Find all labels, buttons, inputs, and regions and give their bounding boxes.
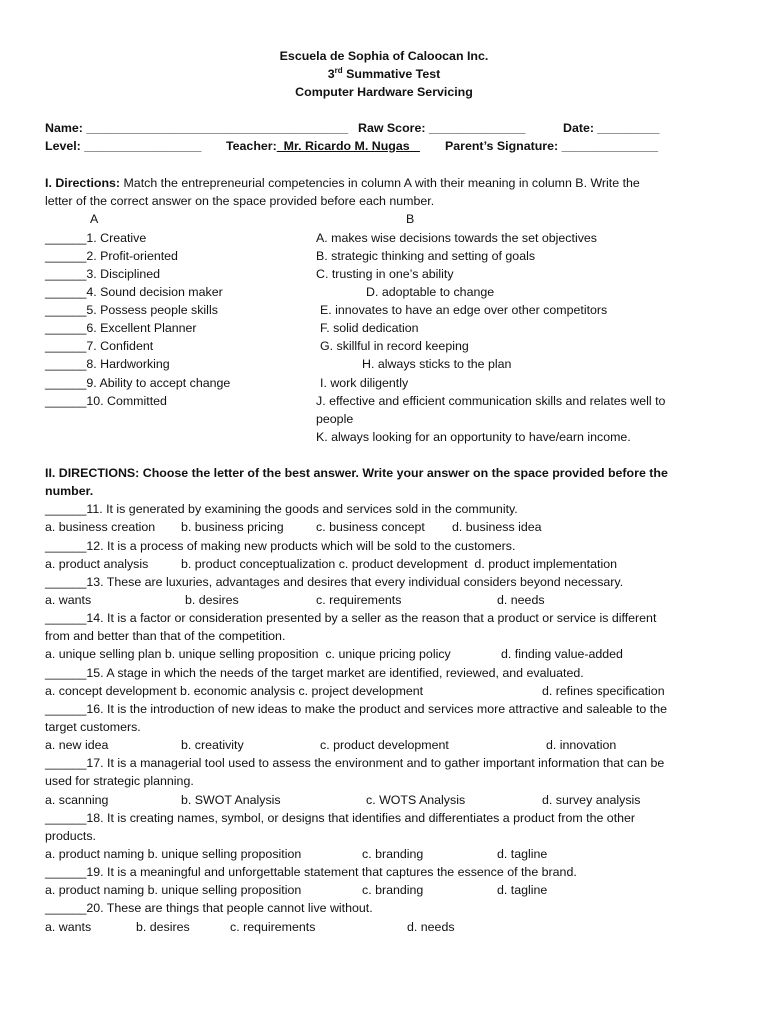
- match-item-b: H. always sticks to the plan: [362, 357, 512, 371]
- question-stem-continued: used for strategic planning.: [45, 774, 194, 788]
- teacher-name: Mr. Ricardo M. Nugas: [276, 139, 420, 153]
- answer-choice: c. requirements: [230, 920, 316, 934]
- match-item-b: C. trusting in one’s ability: [316, 267, 454, 281]
- level-field[interactable]: Level: _________________: [45, 139, 202, 153]
- question-stem: ______20. These are things that people cannot live without.: [45, 901, 373, 915]
- question-stem-continued: from and better than that of the competition.: [45, 629, 286, 643]
- answer-choice: b. desires: [136, 920, 190, 934]
- answer-choice: c. WOTS Analysis: [366, 793, 466, 807]
- answer-choice: c. requirements: [316, 593, 402, 607]
- answer-choice: a. wants: [45, 593, 92, 607]
- name-field[interactable]: Name: ______________________________________: [45, 121, 349, 135]
- question-stem: ______14. It is a factor or consideration presented by a seller as the reason that a product or service is different: [45, 611, 657, 625]
- match-item-b: D. adoptable to change: [366, 285, 495, 299]
- match-item-b: A. makes wise decisions towards the set objectives: [316, 231, 597, 245]
- match-item-a: ______10. Committed: [45, 394, 167, 408]
- match-item-b: G. skillful in record keeping: [320, 339, 469, 353]
- answer-choice: b. SWOT Analysis: [181, 793, 281, 807]
- answer-choice: d. tagline: [497, 847, 548, 861]
- answer-choice: a. wants: [45, 920, 92, 934]
- answer-choice: d. needs: [407, 920, 455, 934]
- answer-choice: a. unique selling plan b. unique selling proposition c. unique pricing policy: [45, 647, 451, 661]
- test-suffix: rd: [334, 66, 343, 75]
- match-item-a: ______2. Profit-oriented: [45, 249, 178, 263]
- answer-choice: c. branding: [362, 883, 424, 897]
- match-item-a: ______1. Creative: [45, 231, 147, 245]
- answer-choice: a. scanning: [45, 793, 109, 807]
- teacher-label: Teacher:: [226, 139, 277, 153]
- match-item-b: F. solid dedication: [320, 321, 419, 335]
- part2-directions-line1: II. DIRECTIONS: Choose the letter of the best answer. Write your answer on the space provided before the: [45, 466, 668, 480]
- answer-choice: b. creativity: [181, 738, 244, 752]
- part1-directions-label: I. Directions:: [45, 176, 121, 190]
- part2-directions-line2: number.: [45, 484, 94, 498]
- answer-choice: b. desires: [185, 593, 239, 607]
- part1-directions-text: Match the entrepreneurial competencies in column A with their meaning in column B. Write the: [120, 176, 640, 190]
- question-stem: ______12. It is a process of making new products which will be sold to the customers.: [45, 539, 516, 553]
- match-item-a: ______8. Hardworking: [45, 357, 170, 371]
- column-a-heading: A: [90, 212, 99, 226]
- part1-directions-line2: letter of the correct answer on the space provided before each number.: [45, 194, 435, 208]
- match-item-b: E. innovates to have an edge over other competitors: [320, 303, 608, 317]
- question-stem: ______11. It is generated by examining the goods and services sold in the community.: [45, 502, 518, 516]
- match-item-a: ______6. Excellent Planner: [45, 321, 197, 335]
- question-stem: ______15. A stage in which the needs of the target market are identified, reviewed, and evaluated.: [45, 666, 584, 680]
- answer-choice: a. product naming b. unique selling proposition: [45, 883, 302, 897]
- school-name: Escuela de Sophia of Caloocan Inc.: [279, 49, 489, 63]
- answer-choice: d. business idea: [452, 520, 542, 534]
- teacher-field: [226, 137, 420, 155]
- answer-choice: d. survey analysis: [542, 793, 641, 807]
- answer-choice: a. product analysis: [45, 557, 149, 571]
- answer-choice: b. product conceptualization c. product development d. product implementation: [181, 557, 617, 571]
- question-stem: ______16. It is the introduction of new ideas to make the product and services more attractive and saleable to the: [45, 702, 667, 716]
- match-item-b: people: [316, 412, 354, 426]
- answer-choice: c. branding: [362, 847, 424, 861]
- answer-choice: a. product naming b. unique selling proposition: [45, 847, 302, 861]
- question-stem-continued: target customers.: [45, 720, 141, 734]
- match-item-a: ______5. Possess people skills: [45, 303, 218, 317]
- answer-choice: d. finding value-added: [501, 647, 623, 661]
- match-item-b: K. always looking for an opportunity to have/earn income.: [316, 430, 631, 444]
- answer-choice: d. refines specification: [542, 684, 665, 698]
- match-item-a: ______7. Confident: [45, 339, 154, 353]
- answer-choice: a. business creation: [45, 520, 156, 534]
- parent-signature-field[interactable]: Parent’s Signature: ______________: [445, 139, 659, 153]
- subject-title: Computer Hardware Servicing: [295, 85, 473, 99]
- test-title-text: Summative Test: [342, 67, 441, 81]
- test-title: [0, 65, 768, 83]
- answer-choice: d. innovation: [546, 738, 617, 752]
- answer-choice: b. business pricing: [181, 520, 284, 534]
- raw-score-field[interactable]: Raw Score: ______________: [358, 121, 526, 135]
- answer-choice: d. needs: [497, 593, 545, 607]
- question-stem: ______17. It is a managerial tool used to assess the environment and to gather important information that can be: [45, 756, 665, 770]
- match-item-b: B. strategic thinking and setting of goals: [316, 249, 536, 263]
- match-item-a: ______9. Ability to accept change: [45, 376, 231, 390]
- question-stem: ______13. These are luxuries, advantages and desires that every individual considers beyond necessary.: [45, 575, 624, 589]
- question-stem: ______19. It is a meaningful and unforgettable statement that captures the essence of the brand.: [45, 865, 577, 879]
- answer-choice: a. concept development b. economic analysis c. project development: [45, 684, 424, 698]
- match-item-a: ______4. Sound decision maker: [45, 285, 223, 299]
- part1-directions-line1: [45, 174, 640, 192]
- answer-choice: d. tagline: [497, 883, 548, 897]
- answer-choice: a. new idea: [45, 738, 109, 752]
- match-item-b: I. work diligently: [320, 376, 409, 390]
- answer-choice: c. business concept: [316, 520, 425, 534]
- date-field[interactable]: Date: _________: [563, 121, 660, 135]
- answer-choice: c. product development: [320, 738, 449, 752]
- question-stem-continued: products.: [45, 829, 96, 843]
- question-stem: ______18. It is creating names, symbol, or designs that identifies and differentiates a product from the other: [45, 811, 636, 825]
- column-b-heading: B: [406, 212, 415, 226]
- match-item-b: J. effective and efficient communication skills and relates well to: [316, 394, 666, 408]
- match-item-a: ______3. Disciplined: [45, 267, 161, 281]
- test-number: 3: [327, 67, 335, 81]
